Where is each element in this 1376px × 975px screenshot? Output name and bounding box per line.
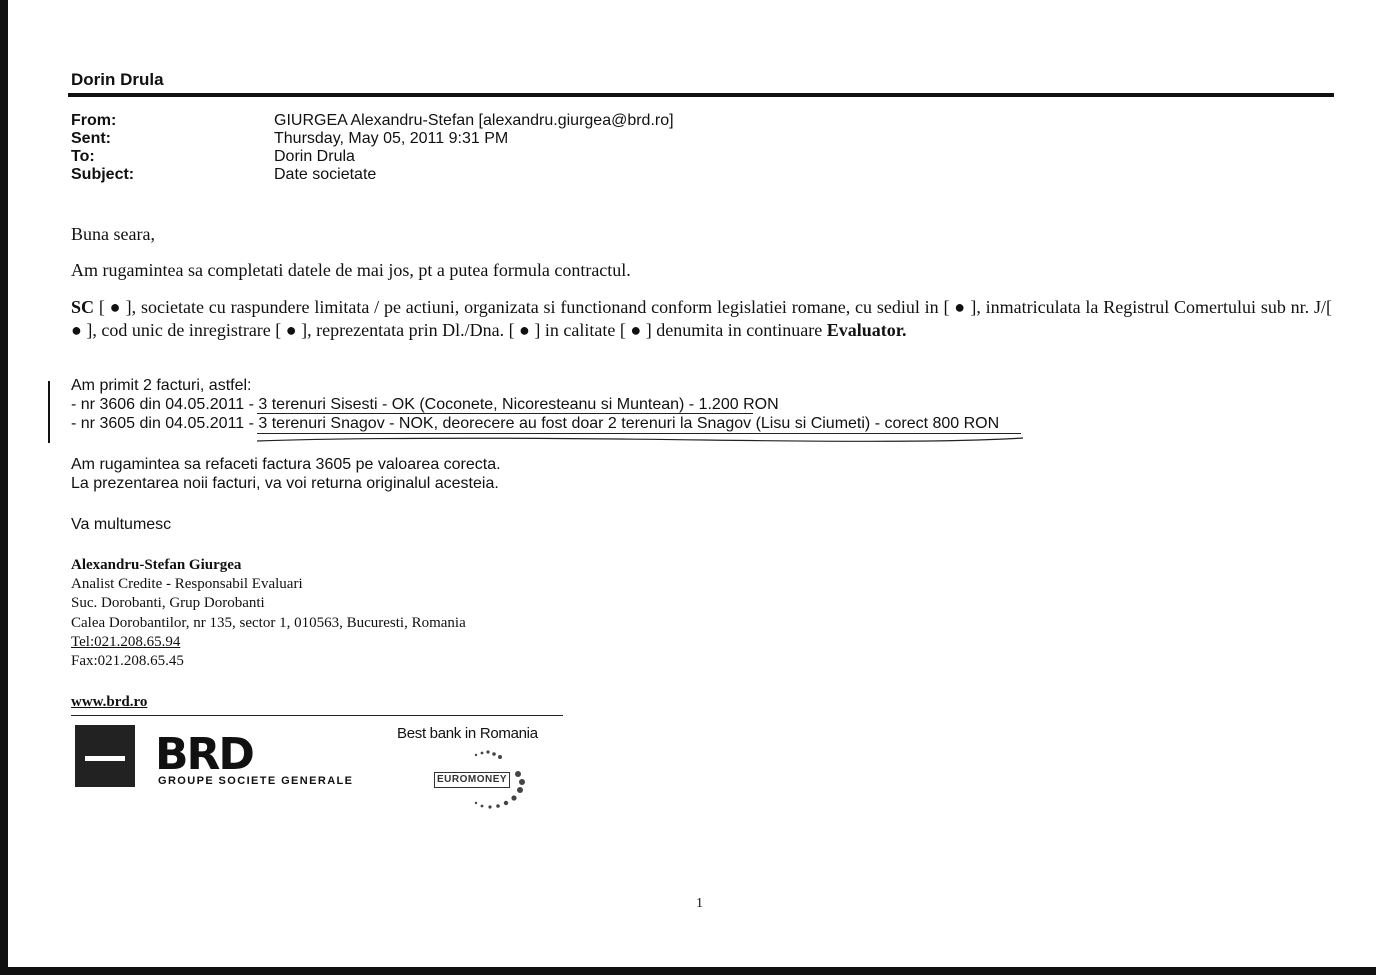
subject-value: Date societate [274,166,377,183]
subject-label: Subject: [71,166,135,183]
sent-value: Thursday, May 05, 2011 9:31 PM [274,130,509,147]
return-original-note: La prezentarea noii facturi, va voi returna originalul acesteia. [71,475,499,492]
invoice-line-3606: - nr 3606 din 04.05.2011 - 3 terenuri Sisesti - OK (Coconete, Nicoresteanu si Muntean) - 1.200 RON [71,396,779,413]
left-edge-border [0,0,8,975]
refactor-request: Am rugamintea sa refaceti factura 3605 pe valoarea corecta. [71,456,501,473]
company-template-text: [ ● ], societate cu raspundere limitata / pe actiuni, organizata si functionand conform legislatiei romane, cu sediul in [ ● ], inmatriculata la Registrul Comertului sub nr. J/[ ● ], cod unic de inregistrare [ ● ], reprezentata prin Dl./Dna. [ ● ] in calitate [ ● ] denumita in continuare [71,297,1332,340]
tagline: Best bank in Romania [397,725,538,742]
from-value: GIURGEA Alexandru-Stefan [alexandru.giurgea@brd.ro] [274,112,674,129]
signature-name: Alexandru-Stefan Giurgea [71,557,242,573]
brd-logo-bar [85,756,125,761]
website-link[interactable]: www.brd.ro [71,694,148,710]
signature-title: Analist Credite - Responsabil Evaluari [71,576,303,593]
request-paragraph: Am rugamintea sa completati datele de mai jos, pt a putea formula contractul. [71,260,631,280]
closing-line: Va multumesc [71,516,172,533]
sc-lead: SC [71,297,95,317]
handwritten-underline [257,413,753,414]
sent-label: Sent: [71,130,111,147]
margin-handwritten-mark [48,381,50,443]
signature-tel: Tel:021.208.65.94 [71,633,181,650]
to-value: Dorin Drula [274,148,355,165]
signature-branch: Suc. Dorobanti, Grup Dorobanti [71,595,265,612]
signature-address: Calea Dorobantilor, nr 135, sector 1, 010563, Bucuresti, Romania [71,614,466,631]
bottom-edge-border [0,967,1376,975]
greeting: Buna seara, [71,224,155,244]
page-number: 1 [696,896,703,911]
to-label: To: [71,148,95,165]
company-template-paragraph [71,296,1332,342]
evaluator-term: Evaluator. [826,320,907,340]
euromoney-award-badge: EUROMONEY [434,772,510,788]
from-label: From: [71,112,117,129]
signature-rule [71,715,563,716]
invoice-line-3605: - nr 3605 din 04.05.2011 - 3 terenuri Snagov - NOK, deorecere au fost doar 2 terenuri la Snagov (Lisu si Ciumeti) - corect 800 RON [71,415,1000,432]
mailbox-owner-name: Dorin Drula [71,70,164,89]
signature-block [71,556,466,671]
brd-logo-subtitle: GROUPE SOCIETE GENERALE [158,775,354,787]
invoices-intro: Am primit 2 facturi, astfel: [71,377,252,394]
brd-logo-text: BRD [155,729,253,780]
signature-fax: Fax:021.208.65.45 [71,653,184,670]
handwritten-scribble [255,434,1025,444]
header-rule [68,93,1334,97]
